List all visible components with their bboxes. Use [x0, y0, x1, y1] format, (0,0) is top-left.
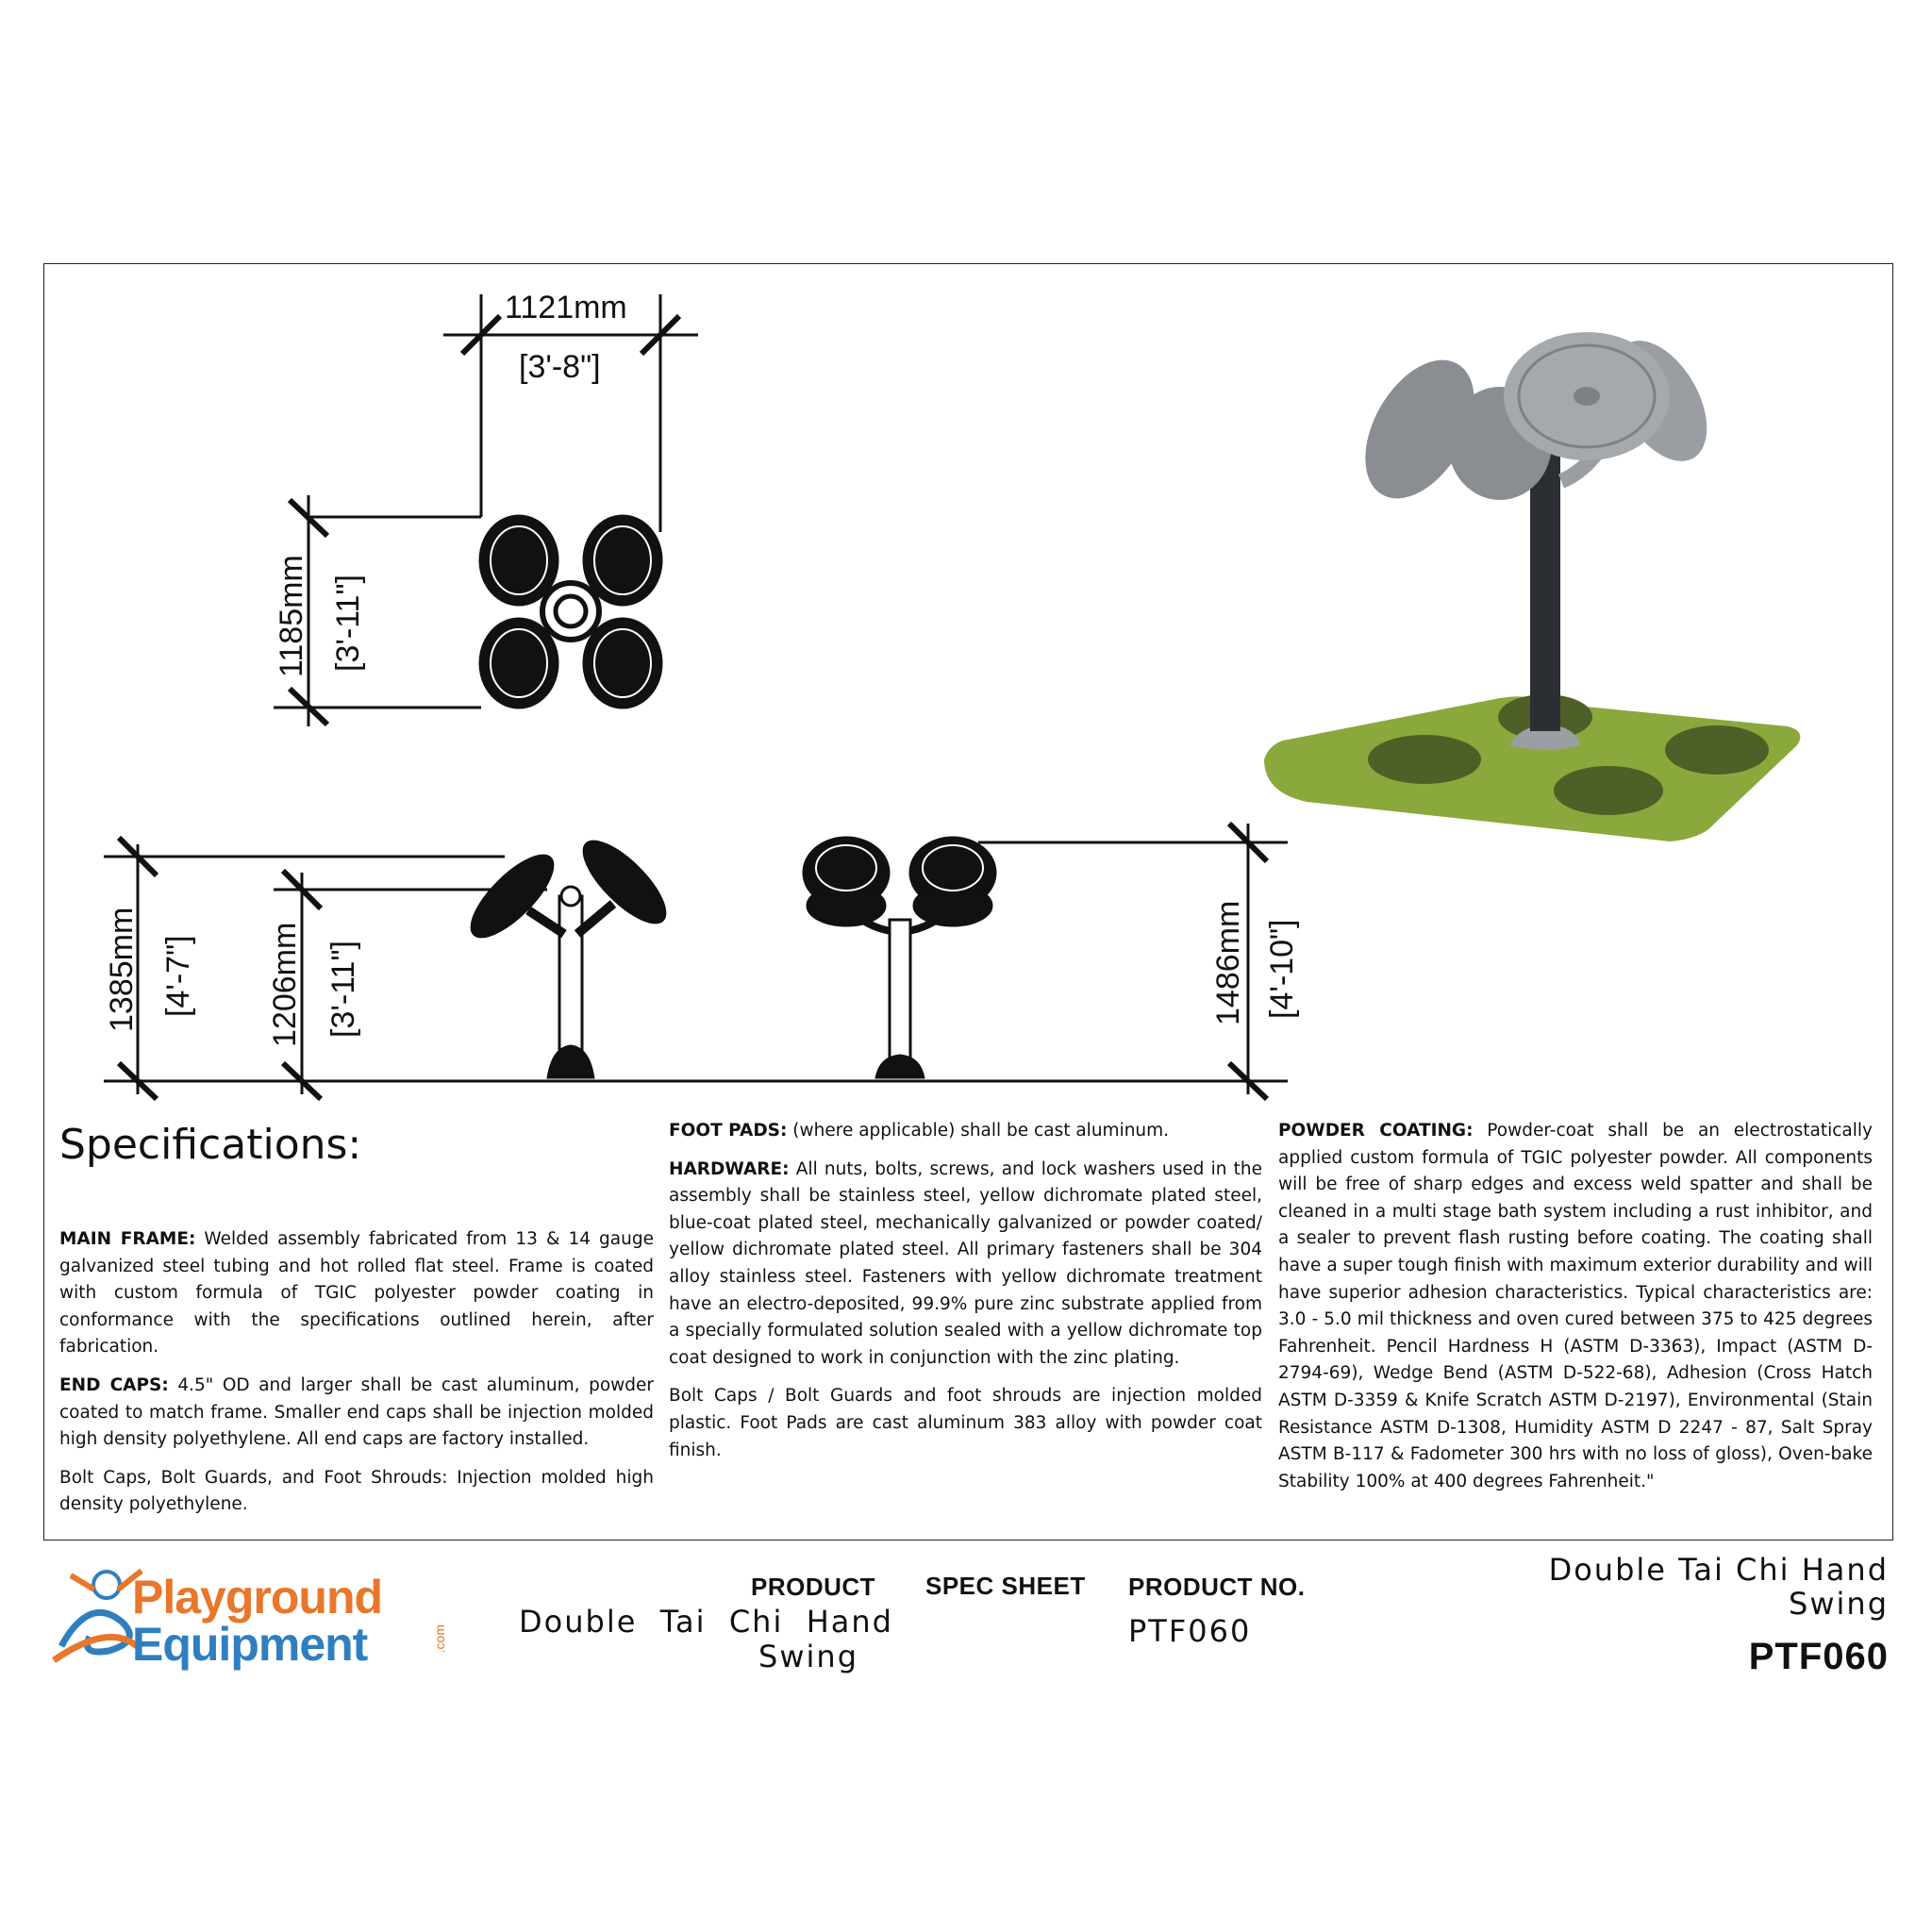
spec-column-3 — [1278, 1118, 1873, 1507]
foot-pads-label: FOOT PADS: — [669, 1121, 788, 1141]
dim-front-height-ft: [4'-10"] — [1264, 919, 1300, 1019]
footer-title-line1: Double Tai Chi Hand — [1548, 1552, 1889, 1588]
powder-coating-text: Powder-coat shall be an electrostatically applied custom formula of TGIC polyester powder. All components will be free of sharp edges and excess weld spatter and shall be cleaned in a multi stage bath system including a rust inhibitor, and a sealer to prevent flash rusting before coating. The coating shall have a super tough finish with maximum exterior durability and will have superior adhesion characteristics. Typical characteristics are: 3.0 - 5.0 mil thickness and oven cured between 375 to 425 degrees Fahrenheit. Pencil Hardness H (ASTM D-3363), Impact (ASTM D-2794-69), Wedge Bend (ASTM D-522-68), Adhesion (Cross Hatch ASTM D-3359 & Knife Scratch ASTM D-2197), Environmental (Stain Resistance ASTM D-1308, Humidity ASTM D 2247 - 87, Salt Spray ASTM B-117 & Fadometer 300 hrs with no loss of gloss), Oven-bake Stability 100% at 400 degrees Fahrenheit." — [1278, 1121, 1873, 1491]
dim-top-width-mm: 1121mm — [505, 290, 627, 325]
footer-title-line2: Swing — [1789, 1586, 1889, 1622]
dim-front-height-mm: 1486mm — [1210, 900, 1246, 1025]
powder-coating-label: POWDER COATING: — [1278, 1121, 1474, 1141]
top-view-drawing — [479, 515, 662, 708]
front-view-drawing — [803, 837, 996, 1078]
dim-side-height1-mm: 1385mm — [104, 907, 140, 1032]
end-caps-label: END CAPS: — [59, 1374, 169, 1395]
main-frame-label: MAIN FRAME: — [59, 1229, 196, 1249]
product-label: PRODUCT — [751, 1573, 876, 1601]
specifications-title: Specifications: — [59, 1121, 362, 1169]
product-no-value: PTF060 — [1128, 1613, 1252, 1649]
end-caps-text: 4.5" OD and larger shall be cast aluminum, powder coated to match frame. Smaller end caps shall be injection molded high density polyethylene. All end caps are factory installed. — [59, 1374, 654, 1450]
dim-top-width-ft: [3'-8"] — [519, 349, 601, 385]
hardware-label: HARDWARE: — [669, 1158, 790, 1179]
logo-text-com: .com — [432, 1624, 447, 1654]
bolt-caps-2-text: Bolt Caps / Bolt Guards and foot shrouds are injection molded plastic. Foot Pads are cast aluminum 383 alloy with powder coat finish. — [669, 1386, 1262, 1460]
dim-side-height2-ft: [3'-11"] — [325, 941, 361, 1038]
logo-text-equipment: Equipment — [132, 1618, 368, 1671]
dim-side-height2-mm: 1206mm — [267, 922, 303, 1047]
foot-pads-text: (where applicable) shall be cast aluminum. — [787, 1121, 1170, 1141]
dim-top-depth-mm: 1185mm — [274, 555, 309, 677]
main-frame-text: Welded assembly fabricated from 13 & 14 gauge galvanized steel tubing and hot rolled flat steel. Frame is coated with custom formula of TGIC polyester powder coating in conformance with the specifications outlined herein, after fabrication. — [59, 1229, 654, 1357]
hardware-text: All nuts, bolts, screws, and lock washers used in the assembly shall be stainless steel, yellow dichromate plated steel, blue-coat plated steel, mechanically galvanized or powder coated/ yellow dichromate plated steel. All primary fasteners shall be 304 alloy stainless steel. Fasteners with yellow dichromate treatment have an electro-deposited, 99.9% pure zinc substrate applied from a specially formulated solution sealed with a yellow dichromate top coat designed to work in conjunction with the zinc plating. — [669, 1158, 1262, 1368]
dim-side-height1-ft: [4'-7"] — [160, 935, 196, 1017]
dim-top-depth-ft: [3'-11"] — [330, 575, 366, 672]
product-no-label: PRODUCT NO. — [1128, 1573, 1306, 1601]
product-render — [1264, 325, 1800, 841]
product-value-line1: Double Tai Chi Hand — [519, 1604, 893, 1640]
side-view-drawing — [458, 828, 677, 1078]
spec-sheet-label: SPEC SHEET — [925, 1572, 1086, 1600]
product-value-line2: Swing — [758, 1639, 858, 1674]
spec-column-2 — [669, 1118, 1262, 1475]
footer-title-code: PTF060 — [1748, 1636, 1889, 1677]
spec-column-1 — [59, 1226, 654, 1530]
logo-text-playground: Playground — [132, 1571, 383, 1624]
bolt-caps-text: Bolt Caps, Bolt Guards, and Foot Shrouds: Injection molded high density polyethylene. — [59, 1467, 654, 1515]
